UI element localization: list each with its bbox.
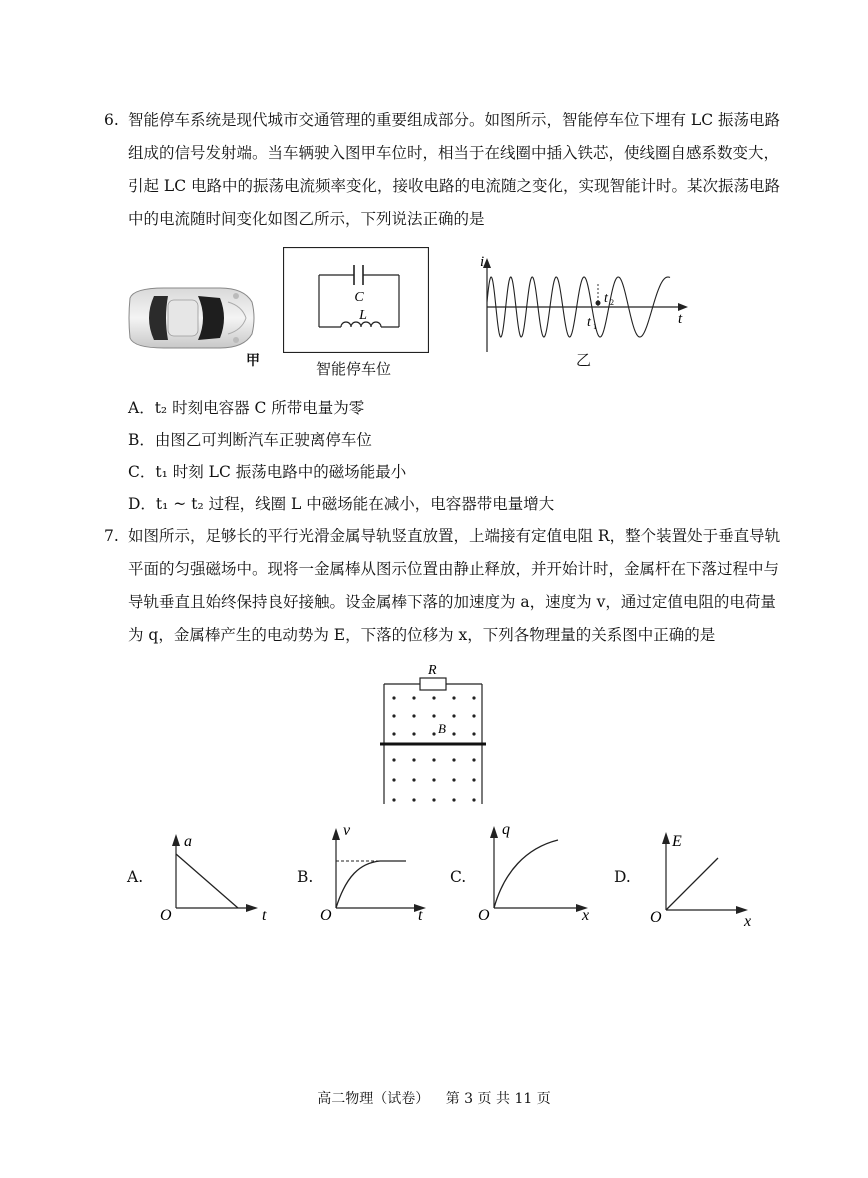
graph-d — [648, 822, 764, 930]
page-footer — [0, 1088, 868, 1108]
capacitor-label: C — [354, 290, 364, 305]
rails-figure — [378, 660, 490, 806]
field-dot — [432, 696, 435, 699]
field-dot — [432, 758, 435, 761]
graph-c-xlabel: x — [582, 907, 590, 924]
graph-a — [156, 826, 280, 926]
figure-circuit-caption: 智能停车位 — [316, 360, 392, 378]
question-7-number: 7. — [104, 527, 119, 545]
lc-circuit-figure — [283, 247, 429, 353]
graph-a-option: A. — [127, 868, 144, 886]
footer-page: 第 3 页 共 11 页 — [445, 1091, 551, 1107]
question-6-line-3: 引起 LC 电路中的振荡电流频率变化，接收电路的电流随之变化，实现智能计时。某次振荡电路 — [128, 177, 781, 195]
graph-yi-t1-sub: 1 — [593, 322, 597, 331]
graph-c-option: C. — [450, 868, 467, 886]
graph-c-origin: O — [478, 907, 490, 924]
graph-yi-t2-sub: 2 — [610, 298, 614, 307]
field-dot — [452, 732, 455, 735]
question-6-option-c: C．t₁ 时刻 LC 振荡电路中的磁场能最小 — [128, 463, 407, 481]
question-6-line-4: 中的电流随时间变化如图乙所示，下列说法正确的是 — [128, 210, 485, 228]
graph-yi-ylabel: i — [480, 254, 485, 270]
field-dot — [412, 732, 415, 735]
graph-b-option: B. — [297, 868, 314, 886]
question-6-number: 6. — [104, 111, 119, 129]
figure-jia-label: 甲 — [246, 353, 260, 369]
field-dot — [432, 714, 435, 717]
field-dot — [452, 696, 455, 699]
field-dot — [432, 778, 435, 781]
question-6-option-d: D．t₁ ~ t₂ 过程，线圈 L 中磁场能在减小，电容器带电量增大 — [128, 495, 555, 513]
graph-d-option: D. — [614, 868, 631, 886]
graph-a-xlabel: t — [262, 907, 267, 924]
field-dot — [452, 798, 455, 801]
question-7-line-4: 为 q，金属棒产生的电动势为 E，下落的位移为 x，下列各物理量的关系图中正确的是 — [128, 626, 716, 644]
graph-d-xlabel: x — [744, 913, 752, 930]
graph-yi-t2: t — [604, 291, 608, 306]
resistor-label: R — [428, 663, 437, 678]
question-6-option-a: A．t₂ 时刻电容器 C 所带电量为零 — [128, 399, 365, 417]
graph-b-ylabel: v — [343, 822, 351, 839]
question-6-line-2: 组成的信号发射端。当车辆驶入图甲车位时，相当于在线圈中插入铁芯，使线圈自感系数变大， — [128, 144, 780, 162]
inductor-label: L — [359, 308, 367, 323]
footer-subject: 高二物理（试卷） — [317, 1091, 430, 1107]
field-dot — [472, 758, 475, 761]
field-dot — [412, 798, 415, 801]
field-dot — [392, 714, 395, 717]
field-dot — [412, 696, 415, 699]
field-dot — [412, 778, 415, 781]
graph-d-ylabel: E — [672, 833, 682, 850]
field-dot — [412, 714, 415, 717]
graph-b — [318, 818, 438, 926]
field-dot — [432, 732, 435, 735]
field-dot — [392, 798, 395, 801]
field-label: B — [438, 721, 446, 736]
question-7-line-2: 平面的匀强磁场中。现将一金属棒从图示位置由静止释放，并开始计时，金属杆在下落过程中与 — [128, 560, 780, 578]
question-7-line-3: 导轨垂直且始终保持良好接触。设金属棒下落的加速度为 a，速度为 v，通过定值电阻的电荷量 — [128, 593, 776, 611]
field-dot — [432, 798, 435, 801]
field-dot — [392, 758, 395, 761]
question-6-option-b: B．由图乙可判断汽车正驶离停车位 — [128, 431, 372, 449]
graph-a-ylabel: a — [184, 833, 192, 850]
field-dot — [392, 778, 395, 781]
field-dot — [452, 778, 455, 781]
graph-yi-t1: t — [587, 315, 591, 330]
graph-a-origin: O — [160, 907, 172, 924]
field-dot — [392, 732, 395, 735]
graph-yi-xlabel: t — [678, 311, 683, 327]
graph-c-ylabel: q — [502, 821, 510, 838]
graph-b-xlabel: t — [418, 907, 423, 924]
field-dot — [392, 696, 395, 699]
field-dot — [412, 758, 415, 761]
field-dot — [452, 758, 455, 761]
question-6-line-1: 智能停车系统是现代城市交通管理的重要组成部分。如图所示，智能停车位下埋有 LC 振荡电路 — [128, 111, 781, 129]
field-dot — [472, 696, 475, 699]
figure-yi-label: 乙 — [576, 351, 592, 369]
field-dot — [472, 732, 475, 735]
field-dot — [472, 778, 475, 781]
graph-d-origin: O — [650, 909, 662, 926]
question-7-line-1: 如图所示，足够长的平行光滑金属导轨竖直放置，上端接有定值电阻 R，整个装置处于垂直导轨 — [128, 527, 781, 545]
field-dot — [452, 714, 455, 717]
car-figure — [124, 282, 258, 354]
graph-c — [476, 816, 600, 926]
field-dot — [472, 798, 475, 801]
field-dot — [472, 714, 475, 717]
graph-b-origin: O — [320, 907, 332, 924]
resistor — [420, 678, 446, 690]
